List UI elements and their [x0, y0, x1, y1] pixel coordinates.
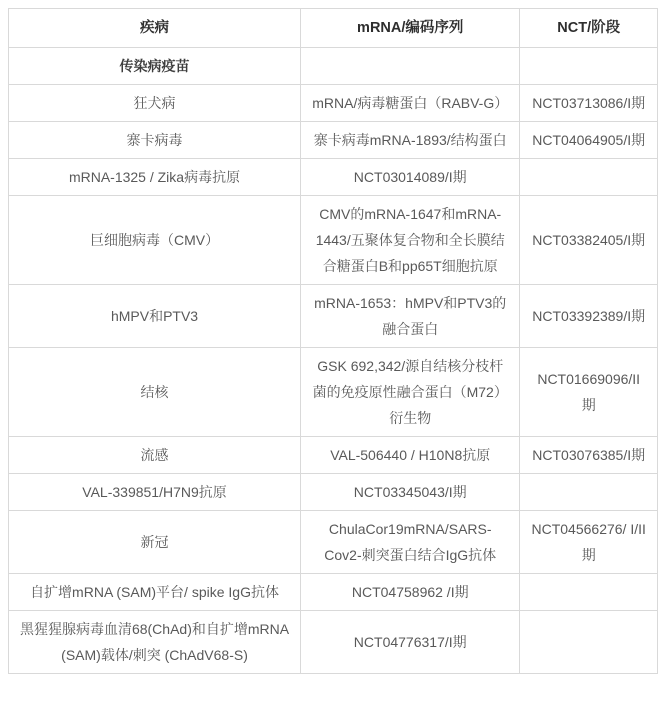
nct-phase-cell: NCT01669096/II期: [520, 348, 658, 437]
disease-cell: 狂犬病: [9, 85, 301, 122]
nct-phase-cell: [520, 474, 658, 511]
col-header-mrna-sequence: mRNA/编码序列: [301, 9, 520, 48]
table-row: [9, 48, 658, 85]
mrna-vaccine-table: [8, 8, 658, 674]
table-row: [9, 196, 658, 285]
disease-cell: 传染病疫苗: [9, 48, 301, 85]
nct-phase-cell: [520, 574, 658, 611]
table-row: [9, 611, 658, 674]
table-row: [9, 348, 658, 437]
table-body: [9, 48, 658, 674]
nct-phase-cell: NCT03382405/I期: [520, 196, 658, 285]
disease-cell: 巨细胞病毒（CMV）: [9, 196, 301, 285]
table-row: [9, 511, 658, 574]
col-header-disease: 疾病: [9, 9, 301, 48]
table-row: [9, 85, 658, 122]
mrna-sequence-cell: 寨卡病毒mRNA-1893/结构蛋白: [301, 122, 520, 159]
disease-cell: 自扩增mRNA (SAM)平台/ spike IgG抗体: [9, 574, 301, 611]
disease-cell: mRNA-1325 / Zika病毒抗原: [9, 159, 301, 196]
table-row: [9, 122, 658, 159]
nct-phase-cell: [520, 48, 658, 85]
mrna-sequence-cell: ChulaCor19mRNA/SARS-Cov2-刺突蛋白结合IgG抗体: [301, 511, 520, 574]
nct-phase-cell: NCT03713086/I期: [520, 85, 658, 122]
nct-phase-cell: NCT03392389/I期: [520, 285, 658, 348]
mrna-sequence-cell: VAL-506440 / H10N8抗原: [301, 437, 520, 474]
table-row: [9, 159, 658, 196]
disease-cell: 寨卡病毒: [9, 122, 301, 159]
nct-phase-cell: NCT03076385/I期: [520, 437, 658, 474]
mrna-sequence-cell: mRNA-1653：hMPV和PTV3的融合蛋白: [301, 285, 520, 348]
mrna-sequence-cell: mRNA/病毒糖蛋白（RABV-G）: [301, 85, 520, 122]
disease-cell: 流感: [9, 437, 301, 474]
mrna-sequence-cell: NCT04758962 /I期: [301, 574, 520, 611]
col-header-nct-phase: NCT/阶段: [520, 9, 658, 48]
disease-cell: 新冠: [9, 511, 301, 574]
disease-cell: 结核: [9, 348, 301, 437]
mrna-sequence-cell: NCT03345043/I期: [301, 474, 520, 511]
mrna-sequence-cell: CMV的mRNA-1647和mRNA-1443/五聚体复合物和全长膜结合糖蛋白B和pp65T细胞抗原: [301, 196, 520, 285]
table-header-row: [9, 9, 658, 48]
disease-cell: VAL-339851/H7N9抗原: [9, 474, 301, 511]
table-row: [9, 285, 658, 348]
nct-phase-cell: [520, 611, 658, 674]
disease-cell: 黑猩猩腺病毒血清68(ChAd)和自扩增mRNA (SAM)载体/刺突 (ChAdV68-S): [9, 611, 301, 674]
nct-phase-cell: [520, 159, 658, 196]
mrna-sequence-cell: NCT04776317/I期: [301, 611, 520, 674]
table-row: [9, 574, 658, 611]
disease-cell: hMPV和PTV3: [9, 285, 301, 348]
nct-phase-cell: NCT04566276/ I/II期: [520, 511, 658, 574]
mrna-sequence-cell: GSK 692,342/源自结核分枝杆菌的免疫原性融合蛋白（M72）衍生物: [301, 348, 520, 437]
nct-phase-cell: NCT04064905/I期: [520, 122, 658, 159]
table-row: [9, 437, 658, 474]
mrna-sequence-cell: NCT03014089/I期: [301, 159, 520, 196]
mrna-sequence-cell: [301, 48, 520, 85]
table-row: [9, 474, 658, 511]
